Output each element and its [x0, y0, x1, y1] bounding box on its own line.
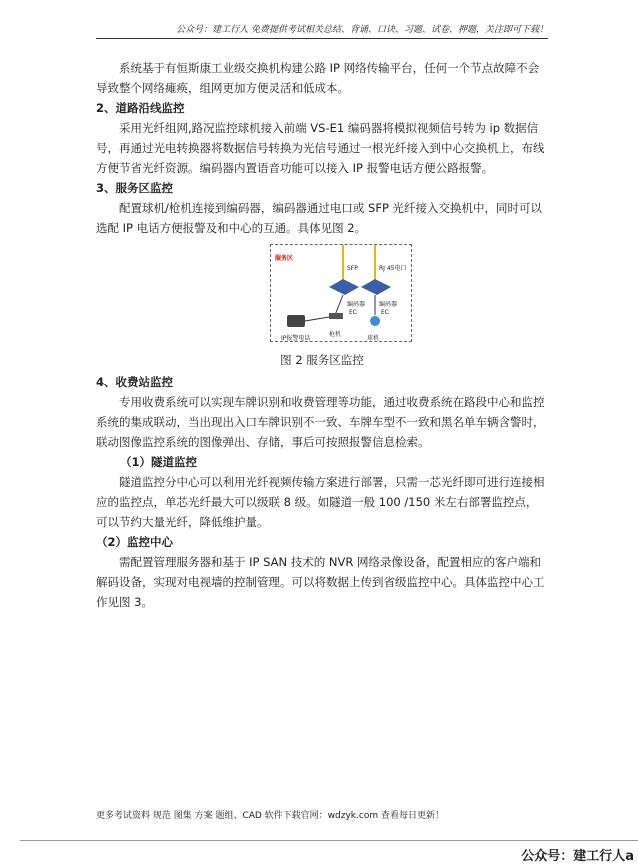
figure-caption: 图 2 服务区监控 [280, 353, 364, 367]
figure-encoder2-label: 编码器 [379, 301, 398, 308]
bottom-divider [20, 840, 638, 841]
page-footer [96, 808, 548, 821]
paragraph-intro: 系统基于有恒斯康工业级交换机构建公路 IP 网络传输平台，任何一个节点故障不会导致整个网络瘫痪，组网更加方便灵活和低成本。 [96, 61, 540, 95]
figure-ec2-label: EC [381, 309, 389, 316]
paragraph-tunnel: 隧道监控分中心可以利用光纤视频传输方案进行部署，只需一芯光纤即可进行连接相应的监控点，单芯光纤最大可以级联 8 级。如隧道一般 100 /150 米左右部署监控点，可以节约大量光纤，降低维护量。 [96, 475, 545, 529]
gun-camera-icon [329, 313, 343, 319]
heading-service-area: 3、服务区监控 [96, 181, 174, 195]
figure-dome-label: 球机 [367, 335, 380, 342]
figure-rj45-label: RJ 45电口 [379, 265, 407, 272]
paragraph-toll: 专用收费系统可以实现车牌识别和收费管理等功能，通过收费系统在路段中心和监控系统的集成联动，当出现出入口车牌识别不一致、车牌车型不一致和黑名单车辆含警时，联动图像监控系统的图像弹出、存储，事后可按照报警信息检索。 [96, 395, 545, 449]
heading-road-monitoring: 2、道路沿线监控 [96, 101, 185, 115]
watermark: 公众号：建工行人a [521, 849, 634, 864]
phone-icon [287, 315, 305, 327]
switch-icon [329, 279, 359, 295]
footer-text: 更多考试资料 规范 图集 方案 题组、CAD 软件下载官网：wdzyk.com 查看每日更新！ [96, 811, 444, 821]
figure-service-area-diagram [270, 244, 412, 342]
page-header [96, 22, 548, 39]
paragraph-service: 配置球机/枪机连接到编码器，编码器通过电口或 SFP 光纤接入交换机中，同时可以选配 IP 电话方便报警及和中心的互通。具体见图 2。 [96, 201, 543, 235]
header-text: 公众号：建工行人 免费提供考试相关总结、背诵、口诀、习题、试卷、押题，关注即可下载！ [176, 25, 548, 35]
paragraph-road: 采用光纤组网,路况监控球机接入前端 VS-E1 编码器将模拟视频信号转为 ip 数据信号，再通过光电转换器将数据信号转换为光信号通过一根光纤接入到中心交换机上，布线方便节省光纤资源。编码器内置语音功能可以接入 IP 报警电话方便公路报警。 [96, 121, 545, 175]
figure-area-label: 服务区 [275, 255, 294, 262]
figure-gun-label: 枪机 [329, 331, 342, 338]
dome-camera-icon [370, 316, 380, 326]
figure-ec1-label: EC [349, 309, 357, 316]
subheading-tunnel: （1）隧道监控 [120, 455, 198, 469]
document-body [96, 58, 548, 612]
subheading-center: （2）监控中心 [96, 535, 174, 549]
figure-encoder1-label: 编码器 [347, 301, 366, 308]
figure-phone-label: IP报警电话 [281, 335, 311, 342]
paragraph-center: 需配置管理服务器和基于 IP SAN 技术的 NVR 网络录像设备，配置相应的客户端和解码设备，实现对电视墙的控制管理。可以将数据上传到省级监控中心。具体监控中心工作见图 3。 [96, 555, 545, 609]
switch-icon [361, 279, 391, 295]
figure-sfp-label: SFP [347, 265, 358, 272]
heading-toll-station: 4、收费站监控 [96, 375, 174, 389]
